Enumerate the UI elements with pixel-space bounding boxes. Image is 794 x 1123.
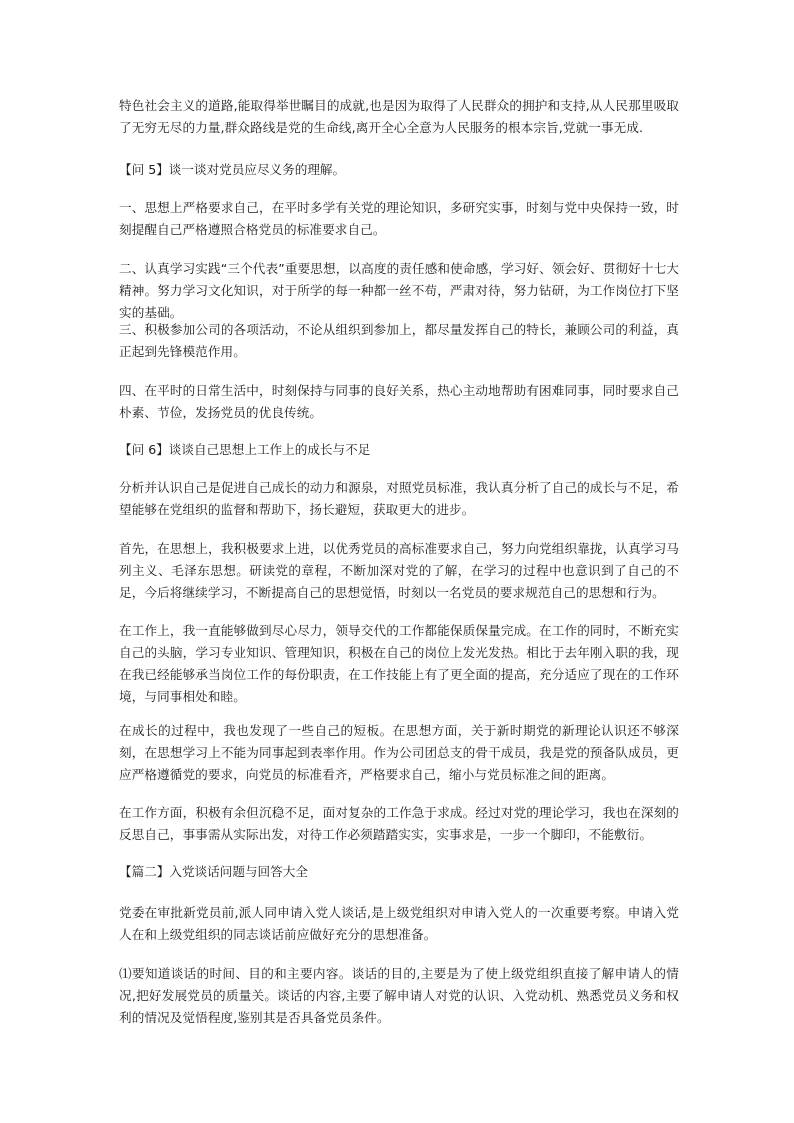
part2-paragraph-2: ⑴要知道谈话的时间、目的和主要内容。谈话的目的,主要是为了使上级党组织直接了解申请人的情况,把好发展党员的质量关。谈话的内容,主要了解申请人对党的认识、入党动机、熟悉党员义务和权利的情况及觉悟程度,鉴别其是否具备党员条件。 xyxy=(119,966,679,1025)
part-2-heading: 【篇二】入党谈话问题与回答大全 xyxy=(119,864,308,879)
q6-paragraph-1: 分析并认识自己是促进自己成长的动力和源泉，对照党员标准，我认真分析了自己的成长与不足，希望能够在党组织的监督和帮助下，扬长避短，获取更大的进步。 xyxy=(119,480,679,517)
q6-paragraph-3: 在工作上，我一直能够做到尽心尽力，领导交代的工作都能保质保量完成。在工作的同时，不断充实自己的头脑，学习专业知识、管理知识，积极在自己的岗位上发光发热。相比于去年刚入职的我，现在我已经能够承当岗位工作的每份职责，在工作技能上有了更全面的提高，充分适应了现在的工作环境，与同事相处和睦。 xyxy=(119,623,679,704)
q5-point-3: 三、积极参加公司的各项活动，不论从组织到参加上，都尽量发挥自己的特长，兼顾公司的利益，真正起到先锋模范作用。 xyxy=(119,322,679,359)
q5-point-1: 一、思想上严格要求自己，在平时多学有关党的理论知识，多研究实事，时刻与党中央保持一致，时刻提醒自己严格遵照合格党员的标准要求自己。 xyxy=(119,200,679,237)
q5-point-4: 四、在平时的日常生活中，时刻保持与同事的良好关系，热心主动地帮助有困难同事，同时要求自己朴素、节俭，发扬党员的优良传统。 xyxy=(119,383,679,420)
q6-paragraph-2: 首先，在思想上，我积极要求上进，以优秀党员的高标准要求自己，努力向党组织靠拢，认真学习马列主义、毛泽东思想。研读党的章程，不断加深对党的了解，在学习的过程中也意识到了自己的不足，今后将继续学习，不断提高自己的思想觉悟，时刻以一名党员的要求规范自己的思想和行为。 xyxy=(119,541,679,600)
q5-point-2: 二、认真学习实践“三个代表”重要思想，以高度的责任感和使命感，学习好、领会好、贯彻好十七大精神。努力学习文化知识，对于所学的每一种都一丝不苟，严肃对待，努力钻研，为工作岗位打下坚实的基础。 xyxy=(119,261,679,320)
intro-paragraph: 特色社会主义的道路,能取得举世瞩目的成就,也是因为取得了人民群众的拥护和支持,从人民那里吸取了无穷无尽的力量,群众路线是党的生命线,离开全心全意为人民服务的根本宗旨,党就一事无成. xyxy=(119,98,679,135)
q6-paragraph-5: 在工作方面，积极有余但沉稳不足，面对复杂的工作急于求成。经过对党的理论学习，我也在深刻的反思自己，事事需从实际出发，对待工作必须踏踏实实，实事求是，一步一个脚印，不能敷衍。 xyxy=(119,805,679,842)
question-5-heading: 【问 5】谈一谈对党员应尽义务的理解。 xyxy=(119,162,346,177)
q6-paragraph-4: 在成长的过程中，我也发现了一些自己的短板。在思想方面，关于新时期党的新理论认识还不够深刻，在思想学习上不能为同事起到表率作用。作为公司团总支的骨干成员，我是党的预备队成员，更应严格遵循党的要求，向党员的标准看齐，严格要求自己，缩小与党员标准之间的距离。 xyxy=(119,723,679,782)
question-6-heading: 【问 6】谈谈自己思想上工作上的成长与不足 xyxy=(119,442,371,457)
part2-paragraph-1: 党委在审批新党员前,派人同申请入党人谈话,是上级党组织对申请入党人的一次重要考察。申请入党人在和上级党组织的同志谈话前应做好充分的思想准备。 xyxy=(119,905,679,942)
